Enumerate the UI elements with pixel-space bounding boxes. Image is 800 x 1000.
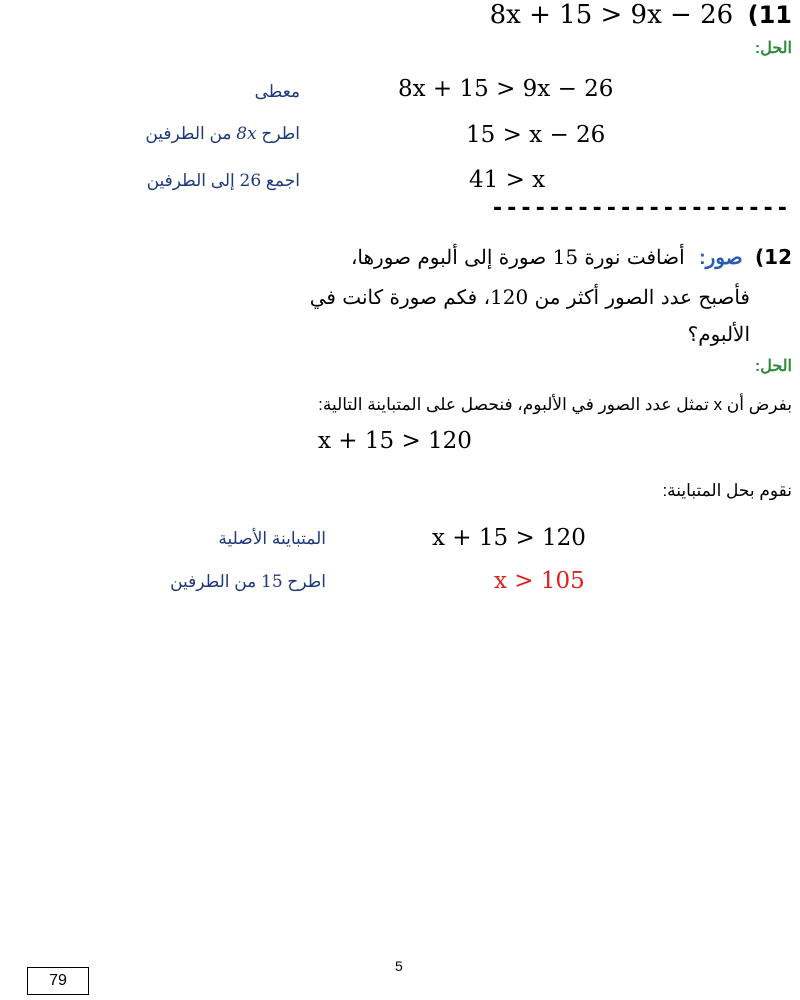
separator-line: --------------------- bbox=[490, 196, 790, 221]
problem12-line1 bbox=[351, 245, 792, 270]
problem12-text-line1: أضافت نورة 15 صورة إلى ألبوم صورها، bbox=[350, 245, 685, 269]
p11-step2-desc: اطرح 8x من الطرفين bbox=[145, 124, 300, 144]
p11-step1-math: 8x + 15 > 9x − 26 bbox=[398, 76, 614, 102]
p12-step2-desc: اطرح 15 من الطرفين bbox=[170, 572, 326, 592]
page-number: 79 bbox=[49, 972, 67, 989]
p12-step2-math: x > 105 bbox=[494, 568, 585, 594]
problem11-solution-label: الحل: bbox=[754, 40, 792, 57]
center-page-number: 5 bbox=[395, 958, 403, 974]
p11-step1-desc: معطى bbox=[254, 82, 300, 101]
problem12-text-line3: الألبوم؟ bbox=[687, 322, 750, 346]
page-number-box bbox=[27, 967, 89, 995]
problem11-equation: 8x + 15 > 9x − 26 bbox=[489, 0, 734, 30]
p11-step2-math: 15 > x − 26 bbox=[466, 122, 606, 148]
problem12-solution-label: الحل: bbox=[754, 358, 792, 375]
problem12-topic: صور: bbox=[699, 247, 743, 269]
problem12-inequality: x + 15 > 120 bbox=[318, 428, 472, 454]
problem12-text-line2: فأصبح عدد الصور أكثر من 120، فكم صورة كانت في bbox=[309, 285, 750, 309]
problem11-header bbox=[490, 0, 792, 30]
p12-step1-desc: المتباينة الأصلية bbox=[218, 529, 326, 548]
problem12-number: 12) bbox=[755, 245, 792, 269]
p11-step3-math: 41 > x bbox=[469, 167, 546, 193]
problem12-solve-prompt: نقوم بحل المتباينة: bbox=[662, 481, 792, 500]
problem11-number: (11 bbox=[747, 1, 792, 29]
p12-step1-math: x + 15 > 120 bbox=[432, 525, 586, 551]
problem12-intro: بفرض أن x تمثل عدد الصور في الألبوم، فنحصل على المتباينة التالية: bbox=[318, 395, 792, 414]
p11-step3-desc: اجمع 26 إلى الطرفين bbox=[146, 171, 300, 191]
